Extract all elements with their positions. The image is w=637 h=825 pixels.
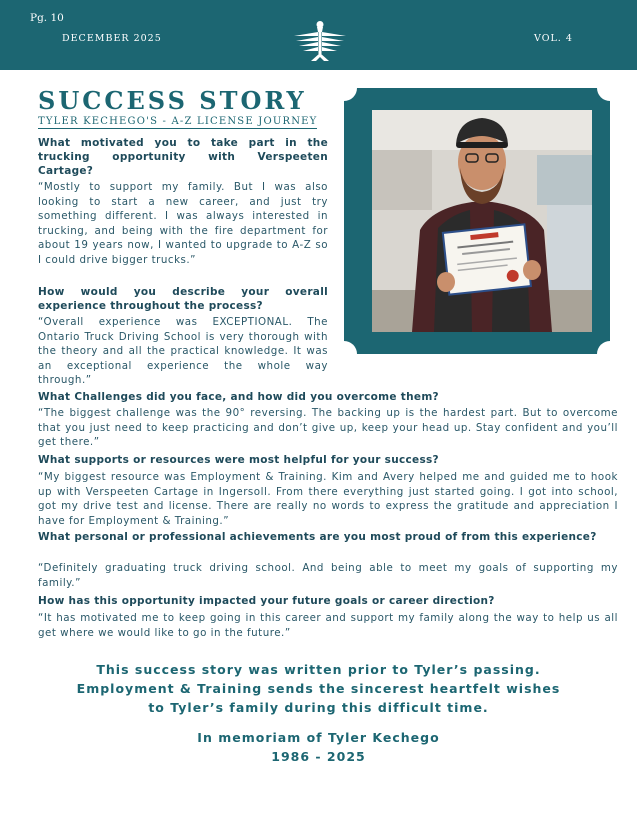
page-number: Pg. 10	[30, 12, 64, 24]
answer-achievements: “Definitely graduating truck driving school. And being able to meet my goals of supporting my family.”	[38, 562, 618, 589]
answer-experience: “Overall experience was EXCEPTIONAL. The Ontario Truck Driving School is very thorough with the theory and all the practical knowledge. It was an exceptional experience the whole way through.”	[38, 316, 328, 386]
question-challenges: What Challenges did you face, and how did you overcome them?	[38, 391, 439, 403]
closing-line: to Tyler’s family during this difficult time.	[148, 700, 489, 715]
answer-challenges: “The biggest challenge was the 90° reversing. The backing up is the hardest part. But to overcome that you just need to keep practicing and don’t give up, keep your head up. Stay confident and you’ll get there.”	[38, 407, 618, 448]
memoriam-years: 1986 - 2025	[271, 749, 366, 764]
closing-line: Employment & Training sends the sincerest heartfelt wishes	[76, 681, 561, 696]
question-supports: What supports or resources were most helpful for your success?	[38, 454, 439, 466]
volume-number: VOL. 4	[534, 33, 573, 44]
frame-corner-notch	[597, 341, 623, 367]
answer-supports: “My biggest resource was Employment & Training. Kim and Avery helped me and guided me to hook up with Verspeeten Cartage in Ingersoll. From there everything just started going. I got into school, got my drive test and license. There are really no words to express the gratitude and appreciation I have for Employment & Training.”	[38, 471, 618, 527]
answer-motivation: “Mostly to support my family. But I was also looking to start a new career, and just try something different. I was always interested in trucking, and being with the fire department for about 19 years now, I wanted to upgrade to A-Z so I could drive bigger trucks.”	[38, 181, 328, 266]
tyler-with-certificate-photo	[372, 110, 592, 332]
memoriam-block	[0, 728, 637, 766]
thunderbird-logo-icon	[291, 20, 349, 62]
frame-corner-notch	[331, 341, 357, 367]
memoriam-line: In memoriam of Tyler Kechego	[197, 730, 440, 745]
issue-date: DECEMBER 2025	[62, 33, 162, 44]
page-subtitle: TYLER KECHEGO'S - A-Z LICENSE JOURNEY	[38, 116, 318, 127]
question-achievements: What personal or professional achievements are you most proud of from this experience?	[38, 531, 597, 543]
question-experience: How would you describe your overall experience throughout the process?	[38, 286, 328, 312]
question-future-goals: How has this opportunity impacted your future goals or career direction?	[38, 595, 495, 607]
question-motivation: What motivated you to take part in the trucking opportunity with Verspeeten Cartage?	[38, 137, 328, 177]
answer-future-goals: “It has motivated me to keep going in this career and support my family along the way to help us all get where we would like to go in the future.”	[38, 612, 618, 639]
closing-message	[0, 660, 637, 717]
closing-line: This success story was written prior to Tyler’s passing.	[96, 662, 541, 677]
page-title: SUCCESS STORY	[38, 86, 307, 115]
frame-corner-notch	[331, 75, 357, 101]
frame-corner-notch	[597, 75, 623, 101]
page-header	[0, 0, 637, 70]
